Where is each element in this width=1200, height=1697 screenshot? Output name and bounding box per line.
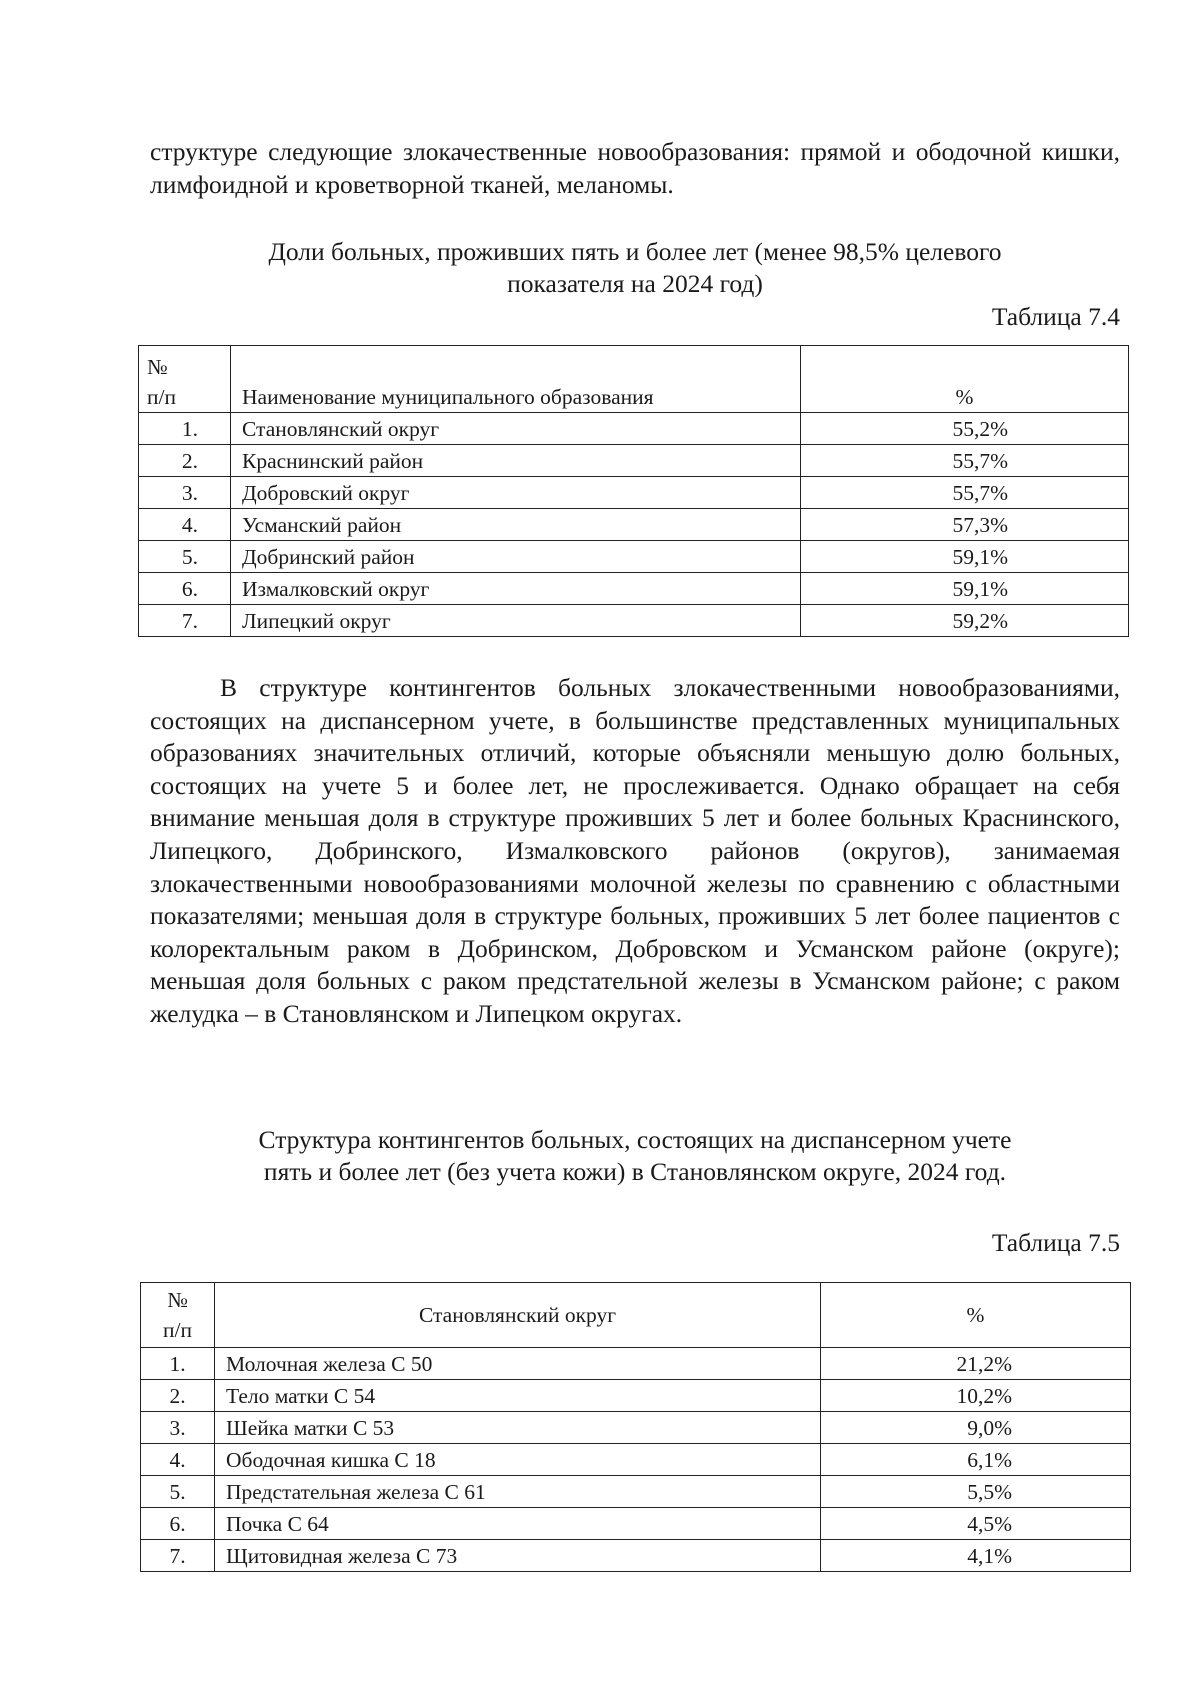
table-row [139,573,1129,605]
table1-caption [150,236,1120,300]
row-value: 59,1% [801,573,1129,605]
row-number: 7. [139,605,231,637]
table-row [139,445,1129,477]
table-row [141,1380,1131,1412]
table-row [141,1540,1131,1572]
row-number: 5. [141,1476,215,1508]
table1-header-pct: % [801,346,1129,413]
table1-header-row [139,346,1129,413]
table2-header-num-line1: № [167,1288,188,1312]
table1-header-num-line1: № [147,355,168,379]
table2-label: Таблица 7.5 [991,1228,1120,1257]
row-value: 55,7% [801,477,1129,509]
table1-caption-line2: показателя на 2024 год) [507,269,763,298]
table1-label: Таблица 7.4 [991,302,1120,331]
table-row [141,1444,1131,1476]
table-row [139,541,1129,573]
row-number: 1. [141,1348,215,1380]
main-paragraph: В структуре контингентов больных злокачественными новообразованиями, состоящих на диспансерном учете, в большинстве представленных муниципальных образованиях значительных отличий, которые объясняли меньшую долю больных, состоящих на учете 5 и более лет, не прослеживается. Однако обращает на себя внимание меньшая доля в структуре проживших 5 лет и более больных Краснинского, Липецкого, Добринского, Измалковского районов (округов), занимаемая злокачественными новообразованиями молочной железы по сравнению с областными показателями; меньшая доля в структуре больных, проживших 5 лет более пациентов с колоректальным раком в Добринском, Добровском и Усманском районе (округе); меньшая доля больных с раком предстательной железы в Усманском районе; с раком желудка – в Становлянском и Липецком округах. [150,673,1120,1028]
row-number: 6. [139,573,231,605]
row-value: 9,0% [821,1412,1131,1444]
table2 [140,1282,1131,1572]
row-number: 7. [141,1540,215,1572]
row-name: Почка С 64 [215,1508,821,1540]
row-name: Добринский район [231,541,801,573]
table-row [139,413,1129,445]
table2-header-num-line2: п/п [163,1318,192,1342]
row-value: 59,2% [801,605,1129,637]
table-row [141,1412,1131,1444]
row-name: Липецкий округ [231,605,801,637]
row-value: 55,7% [801,445,1129,477]
table2-header-row [141,1283,1131,1348]
row-name: Добровский округ [231,477,801,509]
row-number: 6. [141,1508,215,1540]
row-number: 2. [141,1380,215,1412]
table-row [141,1348,1131,1380]
row-name: Тело матки С 54 [215,1380,821,1412]
row-name: Измалковский округ [231,573,801,605]
table1-header-name: Наименование муниципального образования [231,346,801,413]
row-value: 10,2% [821,1380,1131,1412]
row-value: 21,2% [821,1348,1131,1380]
row-value: 5,5% [821,1476,1131,1508]
table-row [139,477,1129,509]
row-name: Молочная железа С 50 [215,1348,821,1380]
row-value: 59,1% [801,541,1129,573]
table2-header-num [141,1283,215,1348]
row-number: 4. [141,1444,215,1476]
table1 [138,345,1129,637]
row-name: Усманский район [231,509,801,541]
table2-caption-line1: Структура контингентов больных, состоящих на диспансерном учете [258,1125,1012,1154]
row-value: 57,3% [801,509,1129,541]
row-name: Щитовидная железа С 73 [215,1540,821,1572]
table1-header-num [139,346,231,413]
table2-caption-line2: пять и более лет (без учета кожи) в Становлянском округе, 2024 год. [263,1157,1007,1186]
row-number: 4. [139,509,231,541]
table-row [141,1508,1131,1540]
table2-caption [150,1124,1120,1188]
row-name: Предстательная железа С 61 [215,1476,821,1508]
row-value: 4,5% [821,1508,1131,1540]
table-row [139,509,1129,541]
row-number: 1. [139,413,231,445]
row-number: 2. [139,445,231,477]
row-name: Краснинский район [231,445,801,477]
row-name: Ободочная кишка С 18 [215,1444,821,1476]
table1-caption-line1: Доли больных, проживших пять и более лет (менее 98,5% целевого [268,237,1002,266]
row-number: 5. [139,541,231,573]
row-name: Становлянский округ [231,413,801,445]
row-value: 55,2% [801,413,1129,445]
table2-header-name: Становлянский округ [215,1283,821,1348]
table2-header-pct: % [821,1283,1131,1348]
row-number: 3. [141,1412,215,1444]
table-row [141,1476,1131,1508]
table1-header-num-line2: п/п [147,385,176,409]
row-value: 4,1% [821,1540,1131,1572]
table-row [139,605,1129,637]
intro-paragraph: структуре следующие злокачественные новообразования: прямой и ободочной кишки, лимфоидной и кроветворной тканей, меланомы. [150,137,1120,199]
row-number: 3. [139,477,231,509]
row-value: 6,1% [821,1444,1131,1476]
row-name: Шейка матки С 53 [215,1412,821,1444]
